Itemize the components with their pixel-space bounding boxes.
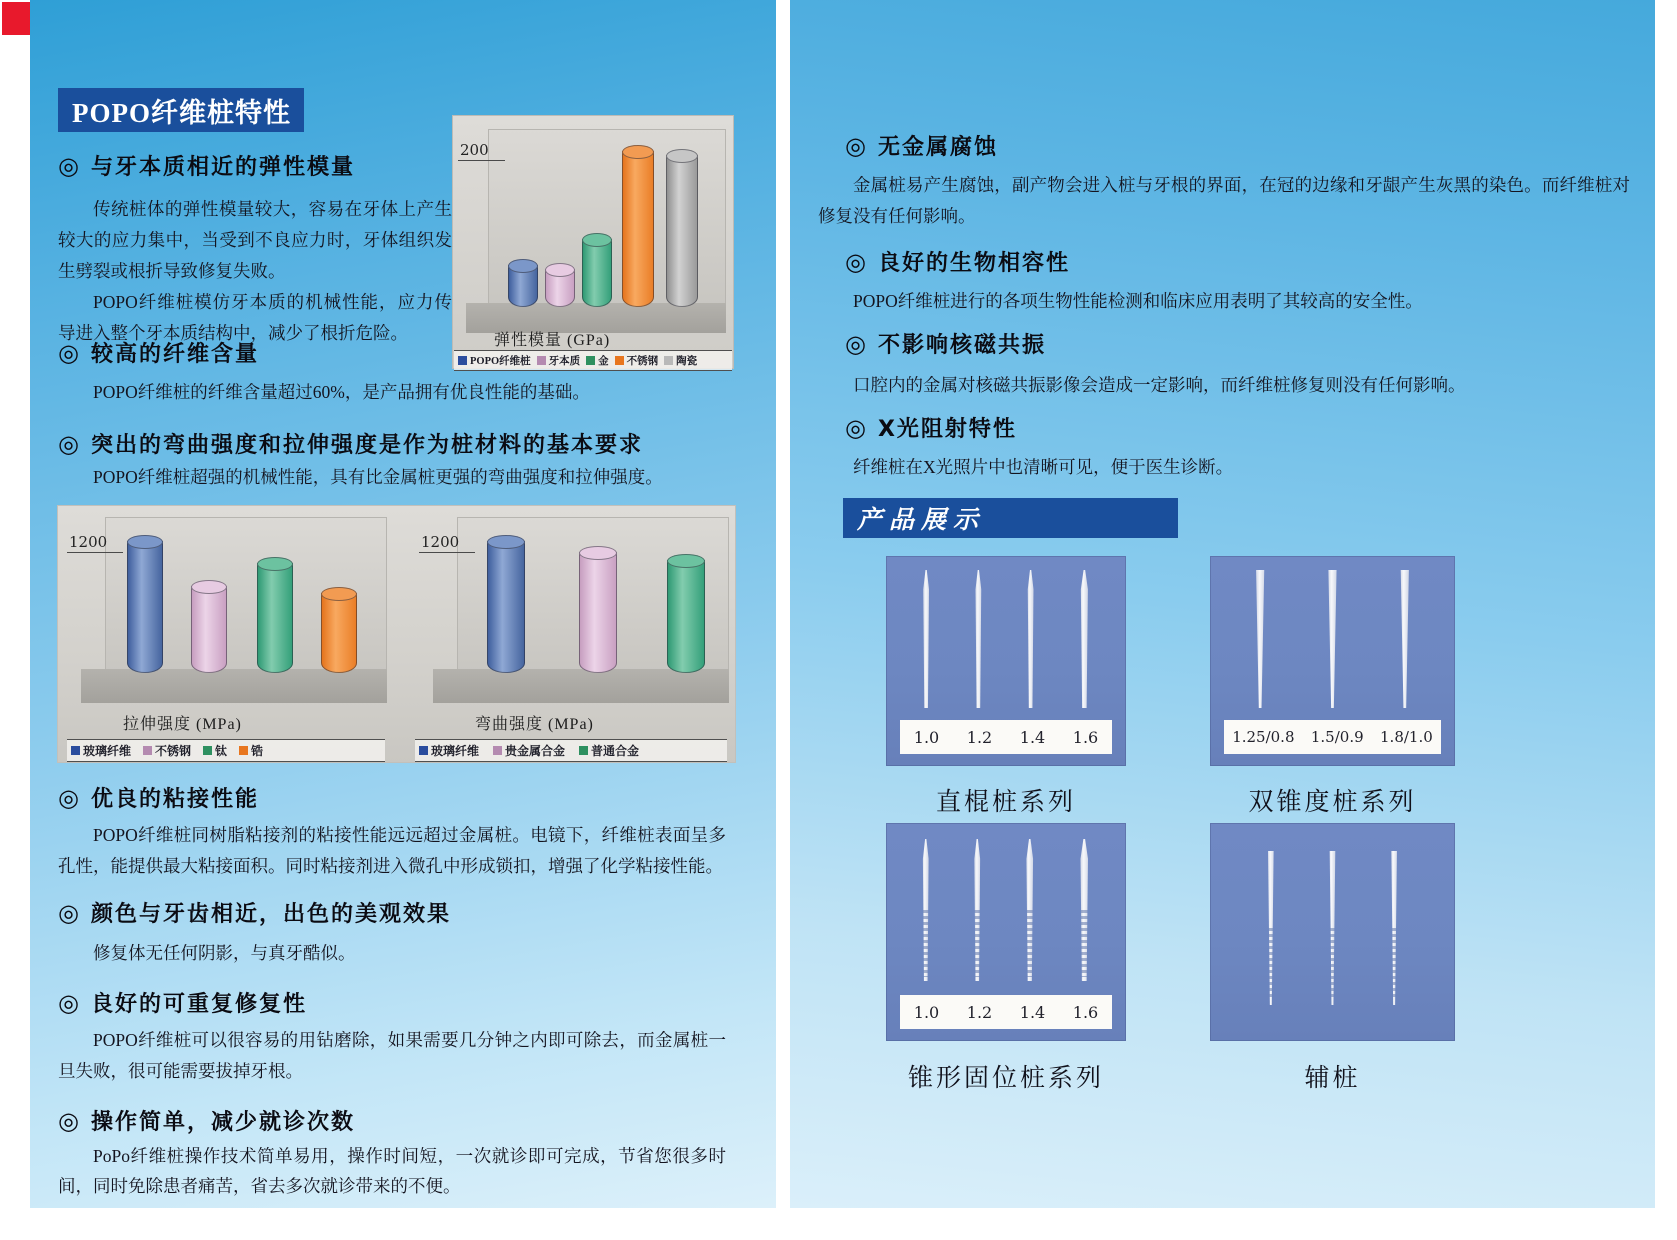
- section-paragraph: POPO纤维桩进行的各项生物性能检测和临床应用表明了其较高的安全性。: [853, 291, 1423, 311]
- product-caption: 直棍桩系列: [935, 789, 1076, 816]
- post-image: [1252, 570, 1269, 708]
- bar-zirconium: [321, 593, 357, 673]
- section-heading: ◎ 良好的生物相容性: [845, 248, 1070, 276]
- post-image: [1024, 570, 1037, 708]
- bar-stainless-steel: [191, 586, 227, 673]
- products-banner: [843, 498, 1178, 538]
- section-paragraph: POPO纤维桩的纤维含量超过60%，是产品拥有优良性能的基础。: [93, 382, 590, 402]
- chart-legend: [67, 739, 385, 762]
- bar-ceramic: [666, 155, 698, 307]
- post-image: [1324, 570, 1341, 708]
- legend-color-swatch: [143, 746, 152, 755]
- bar-stainless-steel: [622, 151, 654, 307]
- product-caption: 双锥度桩系列: [1248, 789, 1417, 816]
- legend-item: [586, 353, 609, 368]
- chart-title: 弯曲强度 (MPa): [475, 716, 594, 733]
- page-title: POPO纤维桩特性: [72, 97, 291, 128]
- legend-label: 贵金属合金: [505, 744, 566, 758]
- bar-gold: [582, 239, 612, 307]
- size-label: 1.6: [1072, 1002, 1099, 1022]
- chart-title: 拉伸强度 (MPa): [123, 716, 242, 733]
- chart-tensile-strength: [61, 505, 395, 763]
- chart-platform: [433, 669, 729, 703]
- legend-item: [615, 353, 659, 368]
- bullet-icon: ◎: [845, 414, 868, 442]
- size-label: 1.4: [1019, 1002, 1046, 1022]
- size-label: 1.8/1.0: [1380, 728, 1433, 746]
- legend-item: [537, 353, 581, 368]
- bullet-icon: ◎: [845, 248, 868, 276]
- legend-color-swatch: [586, 356, 595, 365]
- post-image: [1387, 851, 1401, 1005]
- legend-color-swatch: [664, 356, 673, 365]
- legend-label: 玻璃纤维: [431, 744, 480, 758]
- post-images: [1224, 570, 1441, 708]
- bullet-icon: ◎: [58, 339, 81, 367]
- chart-plot-area: [117, 541, 377, 673]
- bar-popo-fiber-post: [508, 265, 538, 307]
- post-image: [1325, 851, 1339, 1005]
- size-label: 1.4: [1019, 727, 1046, 747]
- axis-max-label: 1200: [67, 533, 123, 553]
- section-heading: ◎ 良好的可重复修复性: [58, 989, 307, 1017]
- legend-color-swatch: [71, 746, 80, 755]
- post-image: [972, 570, 985, 708]
- size-label: 1.2: [966, 727, 993, 747]
- post-images: [900, 839, 1112, 981]
- legend-color-swatch: [419, 746, 428, 755]
- section-paragraph: 传统桩体的弹性模量较大，容易在牙体上产生较大的应力集中，当受到不良应力时，牙体组织发生劈裂或根折导致修复失败。 POPO纤维桩模仿牙本质的机械性能，应力传导进入整个牙本质结构中，减少了根折危险。: [58, 199, 452, 343]
- legend-item: [579, 742, 639, 759]
- strength-charts-photo: [57, 505, 736, 763]
- size-label-strip: [900, 720, 1112, 754]
- post-image: [1022, 839, 1037, 981]
- legend-item: [143, 742, 191, 759]
- size-label: 1.6: [1072, 727, 1099, 747]
- post-image: [1076, 839, 1093, 981]
- chart-elastic-modulus: [452, 115, 734, 369]
- bullet-icon: ◎: [58, 899, 81, 927]
- legend-label: 钛: [215, 744, 228, 758]
- chart-title: 弹性模量 (GPa): [494, 332, 611, 349]
- bullet-icon: ◎: [58, 152, 81, 180]
- section-heading: ◎ 较高的纤维含量: [58, 339, 259, 367]
- bar-dentin: [545, 269, 575, 307]
- right-page: [790, 0, 1655, 1208]
- page-title-banner: [58, 88, 304, 132]
- bar-common-alloy: [667, 560, 705, 673]
- chart-platform: [81, 669, 387, 703]
- size-label: 1.2: [966, 1002, 993, 1022]
- post-images: [900, 570, 1112, 708]
- legend-label: 锆: [251, 744, 264, 758]
- size-label: 1.5/0.9: [1310, 728, 1364, 746]
- legend-item: [664, 353, 697, 368]
- section-paragraph: 口腔内的金属对核磁共振影像会造成一定影响，而纤维桩修复则没有任何影响。: [853, 375, 1466, 395]
- size-label: 1.0: [913, 727, 940, 747]
- post-images: [1240, 851, 1425, 1005]
- bullet-icon: ◎: [845, 132, 868, 160]
- chart-legend: [415, 739, 727, 762]
- bar-titanium: [257, 563, 293, 673]
- axis-max-label: 1200: [419, 533, 475, 553]
- section-heading: ◎ 操作简单，减少就诊次数: [58, 1107, 355, 1135]
- section-paragraph: 纤维桩在X光照片中也清晰可见，便于医生诊断。: [853, 457, 1234, 477]
- legend-label: 不锈钢: [626, 356, 659, 367]
- legend-label: 玻璃纤维: [83, 744, 132, 758]
- size-label-strip: [1224, 720, 1441, 754]
- bar-glass-fiber: [127, 541, 163, 673]
- legend-color-swatch: [203, 746, 212, 755]
- size-label-strip: [900, 995, 1112, 1029]
- legend-item: [458, 353, 531, 368]
- legend-color-swatch: [458, 356, 467, 365]
- product-caption: 辅桩: [1304, 1065, 1361, 1092]
- product-photo-auxiliary-posts: [1210, 823, 1455, 1041]
- bullet-icon: ◎: [58, 989, 81, 1017]
- products-banner-label: 产品展示: [857, 505, 986, 534]
- legend-label: 金: [598, 356, 609, 367]
- legend-color-swatch: [579, 746, 588, 755]
- post-image: [1264, 851, 1278, 1005]
- left-page: [30, 0, 776, 1208]
- legend-label: 普通合金: [591, 744, 640, 758]
- section-paragraph: 金属桩易产生腐蚀，副产物会进入桩与牙根的界面，在冠的边缘和牙龈产生灰黑的染色。而纤维桩对修复没有任何影响。: [818, 175, 1630, 226]
- product-photo-straight-posts: [886, 556, 1126, 766]
- legend-label: POPO纤维桩: [470, 356, 531, 367]
- post-image: [1076, 570, 1092, 708]
- legend-item: [239, 742, 263, 759]
- legend-item: [493, 742, 565, 759]
- section-heading: ◎ 突出的弯曲强度和拉伸强度是作为桩材料的基本要求: [58, 430, 643, 458]
- section-paragraph: POPO纤维桩同树脂粘接剂的粘接性能远远超过金属桩。电镜下，纤维桩表面呈多孔性，能提供最大粘接面积。同时粘接剂进入微孔中形成锁扣，增强了化学粘接性能。: [58, 825, 726, 876]
- size-label: 1.25/0.8: [1232, 728, 1295, 746]
- product-photo-taper-retention-posts: [886, 823, 1126, 1041]
- legend-color-swatch: [615, 356, 624, 365]
- legend-label: 牙本质: [548, 356, 581, 367]
- bar-precious-alloy: [579, 552, 617, 673]
- bullet-icon: ◎: [58, 784, 81, 812]
- post-image: [919, 839, 932, 981]
- section-heading: ◎ 不影响核磁共振: [845, 330, 1046, 358]
- section-heading: ◎ 无金属腐蚀: [845, 132, 998, 160]
- section-heading: ◎ 与牙本质相近的弹性模量: [58, 152, 355, 180]
- section-paragraph: PoPo纤维桩操作技术简单易用，操作时间短，一次就诊即可完成，节省您很多时间，同时免除患者痛苦，省去多次就诊带来的不便。: [58, 1146, 726, 1196]
- section-paragraph: POPO纤维桩可以很容易的用钻磨除，如果需要几分钟之内即可除去，而金属桩一旦失败，很可能需要拔掉牙根。: [58, 1030, 726, 1081]
- axis-max-label: 200: [458, 141, 505, 161]
- size-label: 1.0: [913, 1002, 940, 1022]
- chart-legend: [454, 350, 732, 371]
- bullet-icon: ◎: [58, 430, 81, 458]
- chart-plot-area: [500, 155, 720, 307]
- product-caption: 锥形固位桩系列: [907, 1065, 1104, 1092]
- post-image: [971, 839, 984, 981]
- bullet-icon: ◎: [58, 1107, 81, 1135]
- section-paragraph: 修复体无任何阴影，与真牙酷似。: [93, 943, 356, 963]
- chart-flexural-strength: [409, 505, 733, 763]
- section-paragraph: POPO纤维桩超强的机械性能，具有比金属桩更强的弯曲强度和拉伸强度。: [93, 467, 663, 487]
- section-heading: ◎ 颜色与牙齿相近，出色的美观效果: [58, 899, 451, 927]
- legend-item: [419, 742, 479, 759]
- legend-label: 陶瓷: [676, 356, 698, 367]
- legend-color-swatch: [239, 746, 248, 755]
- section-heading: ◎ X光阻射特性: [845, 414, 1017, 442]
- section-heading: ◎ 优良的粘接性能: [58, 784, 259, 812]
- legend-label: 不锈钢: [155, 744, 192, 758]
- legend-item: [203, 742, 227, 759]
- product-photo-double-taper-posts: [1210, 556, 1455, 766]
- bar-glass-fiber: [487, 541, 525, 673]
- bullet-icon: ◎: [845, 330, 868, 358]
- post-image: [920, 570, 933, 708]
- legend-color-swatch: [493, 746, 502, 755]
- legend-item: [71, 742, 131, 759]
- chart-plot-area: [469, 541, 719, 673]
- legend-color-swatch: [537, 356, 546, 365]
- post-image: [1396, 570, 1413, 708]
